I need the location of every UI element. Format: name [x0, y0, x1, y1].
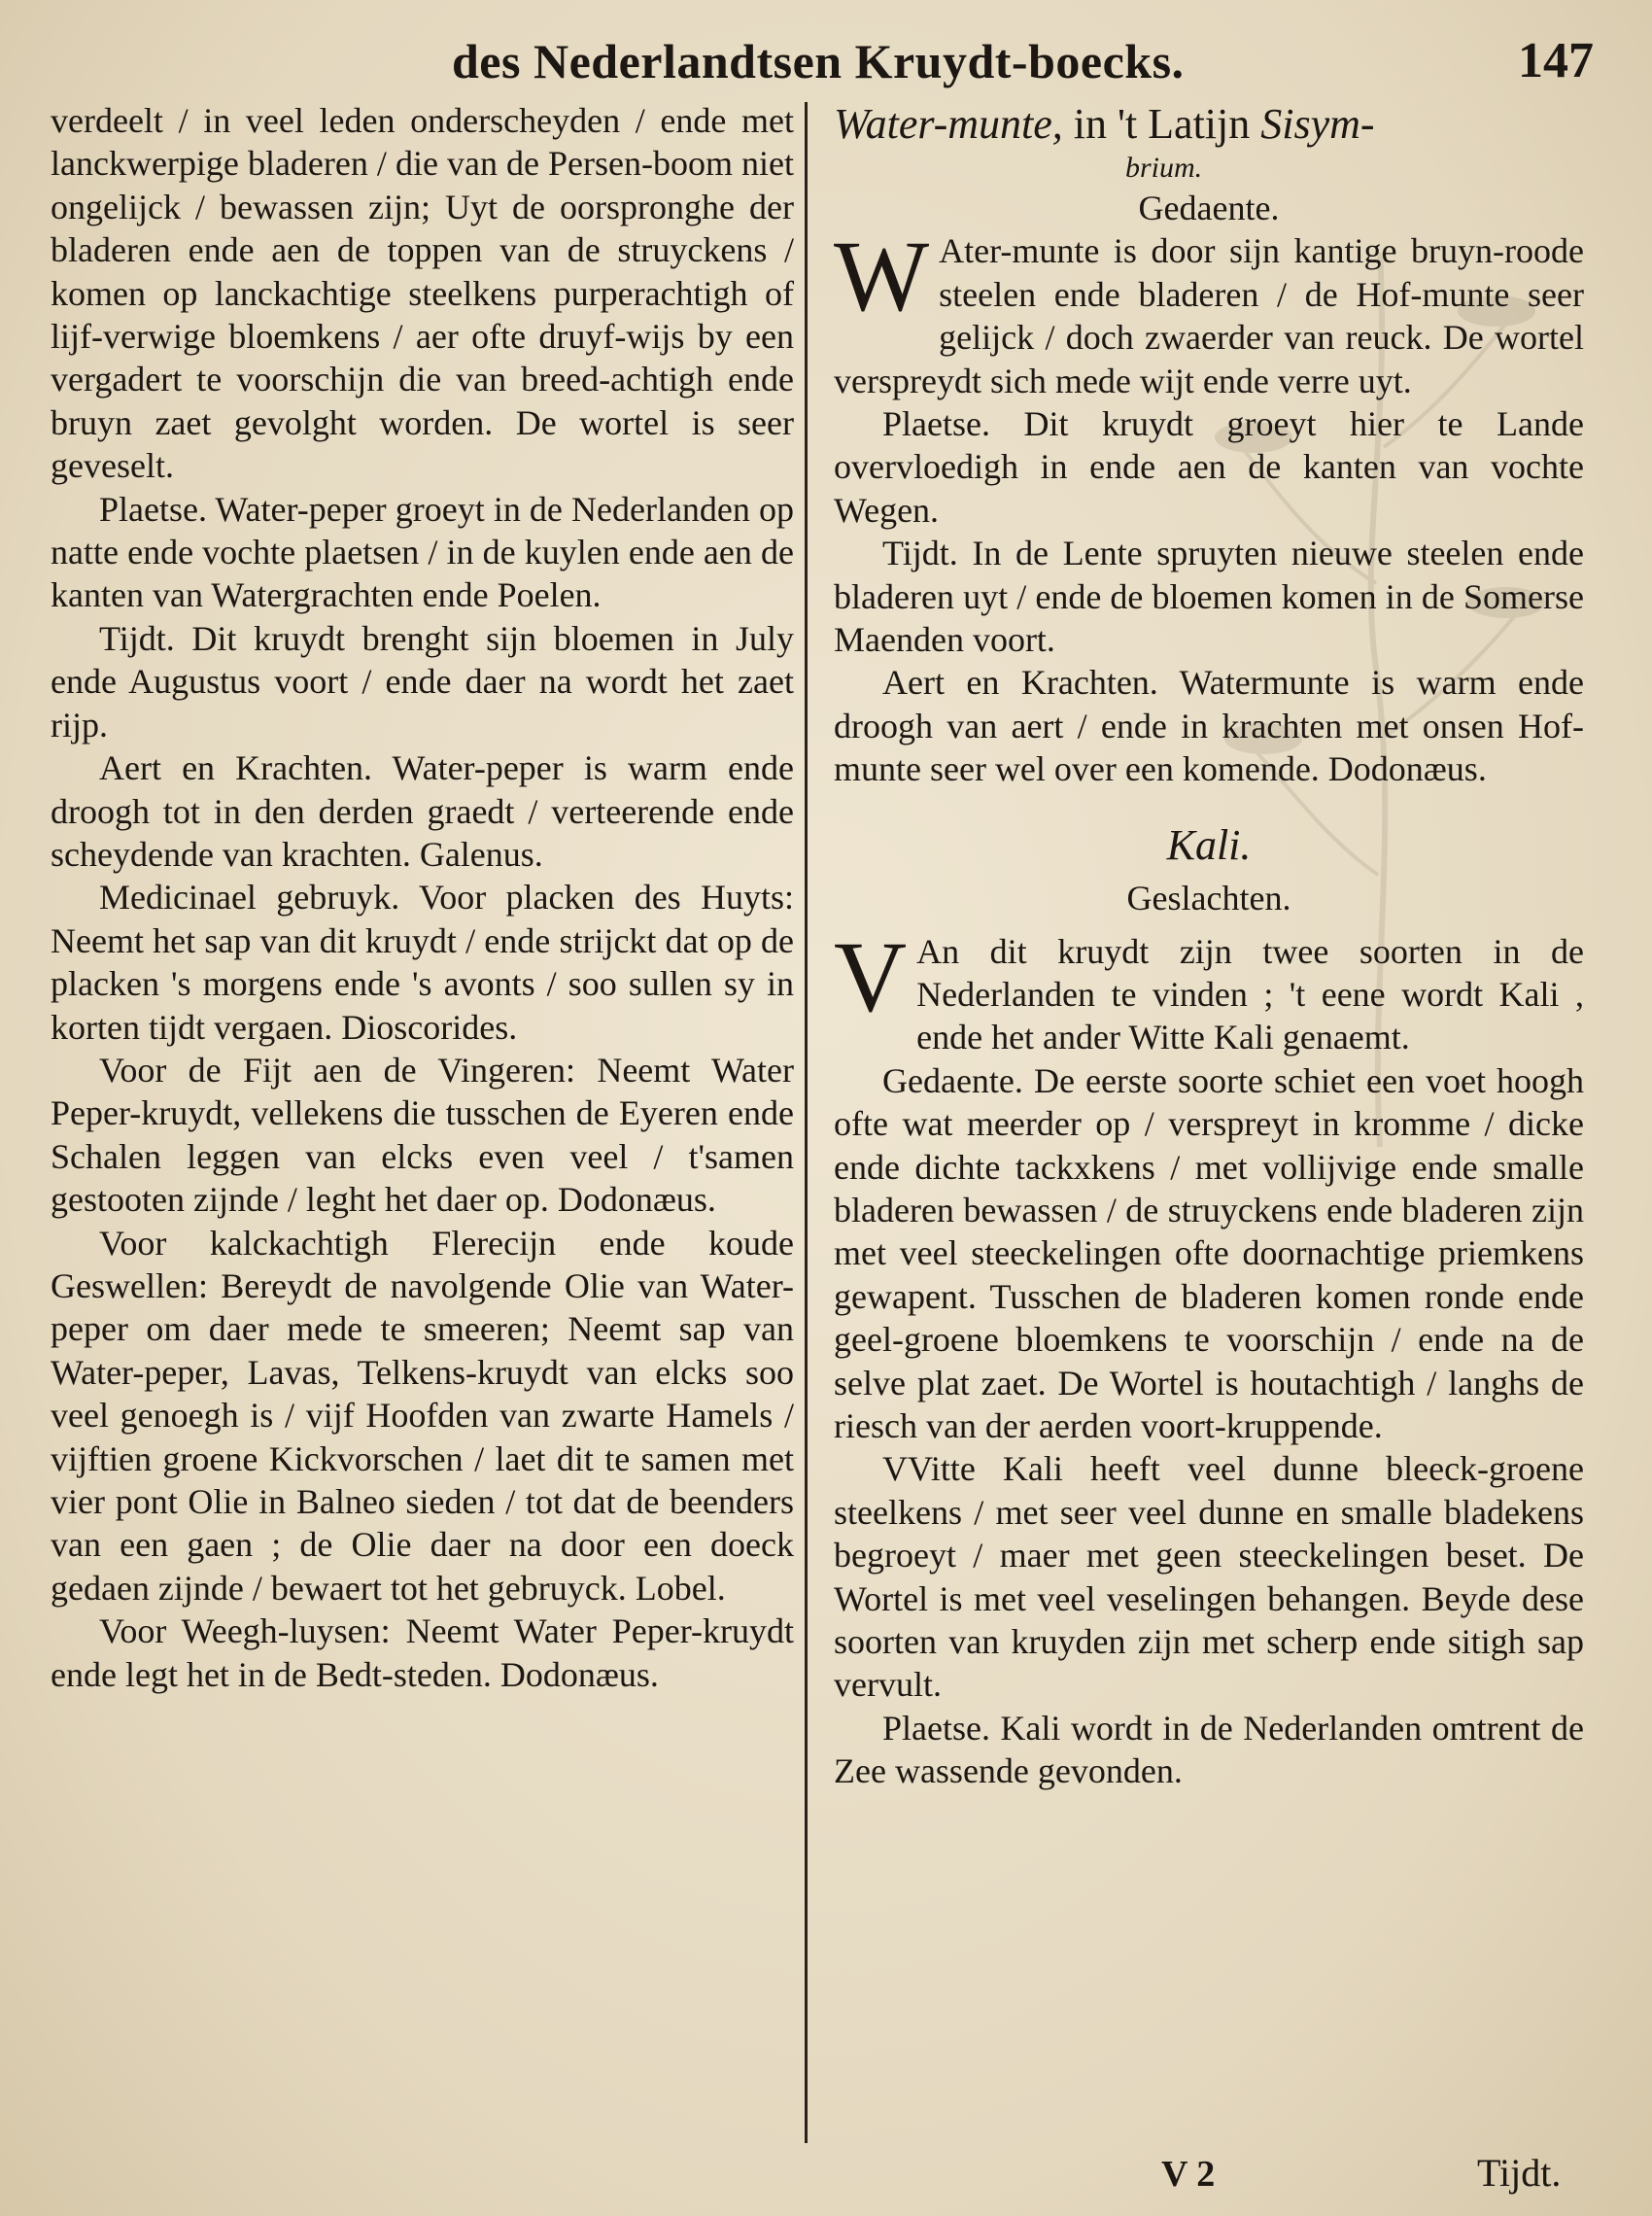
subheading: Geslachten. [1126, 879, 1291, 918]
paragraph: Tijdt. Dit kruydt brenght sijn bloemen in July ende Augustus voort / ende daer na wordt het zaet rijp. [51, 618, 794, 744]
subheading: Gedaente. [1138, 189, 1280, 227]
column-divider [805, 102, 808, 2143]
paragraph: Voor Weegh-luysen: Neemt Water Peper-kruydt ende legt het in de Bedt-steden. Dodonæus. [51, 1611, 794, 1694]
paragraph: Aert en Krachten. Watermunte is warm ende droogh van aert / ende in krachten met onsen Hof-munte seer wel over een komende. Dodonæus. [834, 663, 1584, 789]
paragraph: Plaetse. Water-peper groeyt in de Nederlanden op natte ende vochte plaetsen / in de kuylen ende aen de kanten van Watergrachten ende Poelen. [51, 489, 794, 615]
paragraph: Voor kalckachtigh Flerecijn ende koude Geswellen: Bereydt de navolgende Olie van Water-peper om daer mede te smeeren; Neemt sap van Water-peper, Lavas, Telkens-kruydt van elcks soo veel genoegh is / vijf Hoofden van zwarte Hamels / vijftien groene Kickvorschen / laet dit te samen met vier pont Olie in Balneo sieden / tot dat de beenders van een gaen ; de Olie daer na door een doeck gedaen zijnde / bewaert tot het gebruyck. Lobel. [51, 1223, 794, 1608]
left-column [51, 99, 794, 1696]
section-heading [834, 99, 1584, 150]
drop-cap: V [834, 920, 908, 1033]
paragraph: Gedaente. De eerste soorte schiet een voet hoogh ofte wat meerder op / verspreyt in kromme / dicke ende dichte tackxkens / met vollijvige ende smalle bladeren bewassen / de struyckens ende bladeren zijn met veel steeckelingen ofte doornachtige priemkens gewapent. Tusschen de bladeren komen ronde ende geel-groene bloemkens te voorschijn / ende na de selve plat zaet. De Wortel is houtachtigh / langhs de riesch van der aerden voort-kruppende. [834, 1060, 1584, 1445]
paragraph [834, 221, 1584, 402]
paragraph: Tijdt. In de Lente spruyten nieuwe steelen ende bladeren uyt / ende de bloemen komen in de Somerse Maenden voort. [834, 534, 1584, 660]
paragraph: VVitte Kali heeft veel dunne bleeck-groene steelkens / met seer veel dunne en smalle bladekens begroeyt / maer met geen steeckelingen beset. De Wortel is met veel veselingen behangen. Beyde dese soorten van kruyden zijn met scherp ende sitigh sap vervult. [834, 1449, 1584, 1705]
paragraph: Voor de Fijt aen de Vingeren: Neemt Water Peper-kruydt, vellekens die tusschen de Eyeren ende Schalen leggen van elcks even veel / t'samen gestooten zijnde / leght het daer op. Dodonæus. [51, 1050, 794, 1220]
paragraph: verdeelt / in veel leden onderscheyden / ende met lanckwerpige bladeren / die van de Persen-boom niet ongelijck / bewassen zijn; Uyt de oorspronghe der bladeren ende aen de toppen van de struyckens / komen op lanckachtige steelkens purperachtigh of lijf-verwige bloemkens / aer ofte druyf-wijs by een vergadert te voorschijn die van breed-achtigh ende bruyn zaet gevolght worden. De wortel is seer geveselt. [51, 101, 794, 486]
heading-latin-prefix: in 't Latijn [1073, 100, 1251, 148]
heading-main: Water-munte, [834, 100, 1063, 148]
spacer [834, 791, 1584, 824]
page-number: 147 [1518, 33, 1594, 88]
paragraph [834, 920, 1584, 1059]
paragraph-text: An dit kruydt zijn twee soorten in de Nederlanden te vinden ; 't eene wordt Kali , ende het ander Witte Kali genaemt. [916, 931, 1584, 1057]
signature-mark: V 2 [1161, 2154, 1216, 2195]
section-heading: Kali. [1166, 820, 1252, 869]
page-header [0, 27, 1652, 95]
catchword: Tijdt. [1477, 2151, 1562, 2195]
paragraph: Medicinael gebruyk. Voor placken des Huyts: Neemt het sap van dit kruydt / ende strijckt dat op de placken 's morgens ende 's avonts / soo sullen sy in korten tijdt vergaen. Dioscorides. [51, 878, 794, 1047]
spacer [834, 920, 1584, 930]
paragraph: Aert en Krachten. Water-peper is warm ende droogh tot in den derden graedt / verteerende ende scheydende van krachten. Galenus. [51, 748, 794, 874]
drop-cap: W [834, 221, 930, 333]
paragraph: Plaetse. Dit kruydt groeyt hier te Lande overvloedigh in ende aen de kanten van vochte Wegen. [834, 404, 1584, 530]
heading-latin-continuation: brium. [1125, 152, 1203, 184]
paragraph: Plaetse. Kali wordt in de Nederlanden omtrent de Zee wassende gevonden. [834, 1708, 1584, 1791]
running-title: des Nederlandtsen Kruydt-boecks. [452, 34, 1185, 88]
right-column [834, 99, 1584, 1793]
heading-latin-name: Sisym- [1260, 100, 1375, 148]
paragraph-text: Ater-munte is door sijn kantige bruyn-roode steelen ende bladeren / de Hof-munte seer gelijck / doch zwaerder van reuck. De wortel verspreydt sich mede wijt ende verre uyt. [834, 231, 1584, 400]
